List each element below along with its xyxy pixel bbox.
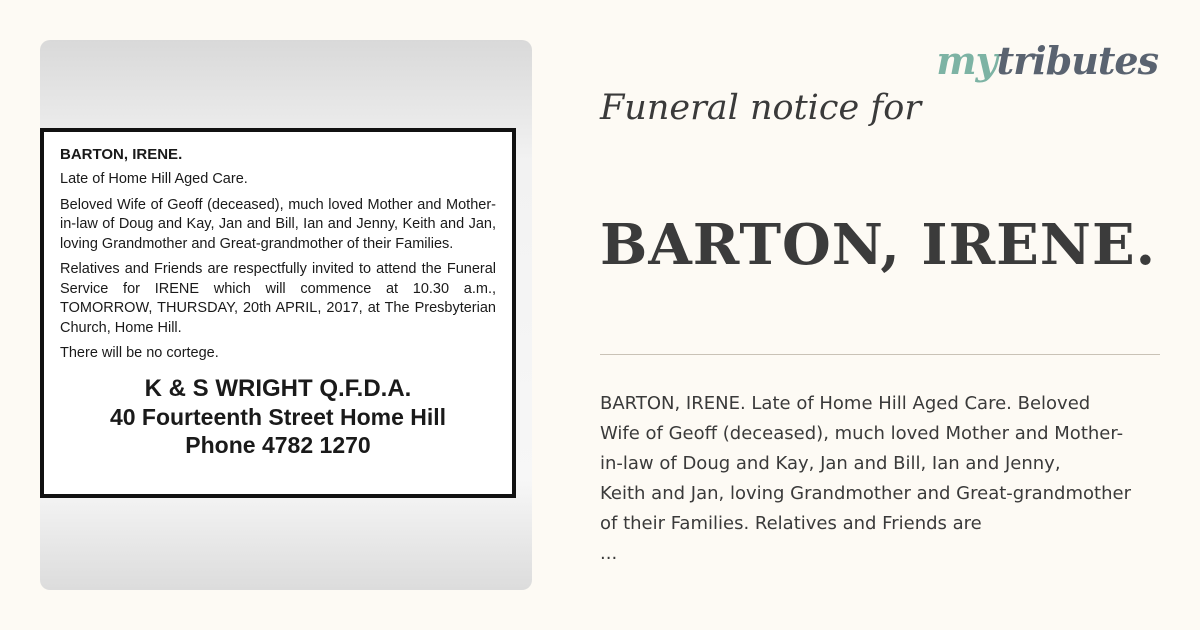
summary-line: Keith and Jan, loving Grandmother and Great-grandmother — [600, 483, 1131, 504]
notice-box — [40, 128, 516, 498]
notice-paragraph: Late of Home Hill Aged Care. — [60, 171, 248, 187]
page-subtitle: Funeral notice for — [600, 88, 922, 128]
summary-line: in-law of Doug and Kay, Jan and Bill, Ian and Jenny, — [600, 453, 1061, 474]
mytributes-logo — [936, 38, 1158, 83]
summary-line: of their Families. Relatives and Friends are — [600, 513, 982, 534]
logo-part-my: my — [936, 38, 997, 83]
notice-image — [40, 40, 532, 590]
funeral-director-address: 40 Fourteenth Street Home Hill — [109, 403, 447, 430]
page-title: BARTON, IRENE. — [600, 212, 1157, 278]
notice-paragraph: There will be no cortege. — [60, 345, 219, 361]
funeral-director-block — [60, 374, 496, 459]
summary-line: BARTON, IRENE. Late of Home Hill Aged Care. Beloved — [600, 393, 1091, 414]
summary-line: Wife of Geoff (deceased), much loved Mother and Mother- — [600, 423, 1124, 444]
funeral-director-phone: Phone 4782 1270 — [185, 431, 371, 458]
summary-ellipsis: ... — [600, 543, 618, 564]
divider — [600, 354, 1160, 355]
funeral-director-name: K & S WRIGHT Q.F.D.A. — [144, 374, 412, 402]
notice-paragraph: Beloved Wife of Geoff (deceased), much loved Mother and Mother-in-law of Doug and Kay, Jan and Bill, Ian and Jenny, Keith and Jan, loving Grandmother and Great-grandmother of their Families. — [60, 196, 496, 252]
logo-part-tributes: tributes — [996, 38, 1158, 83]
notice-name: BARTON, IRENE. — [60, 146, 183, 163]
notice-paragraph: Relatives and Friends are respectfully invited to attend the Funeral Service for IRENE which will commence at 10.30 a.m., TOMORROW, THURSDAY, 20th APRIL, 2017, at The Presbyterian Church, Home Hill. — [60, 261, 496, 336]
notice-summary — [600, 389, 1190, 569]
